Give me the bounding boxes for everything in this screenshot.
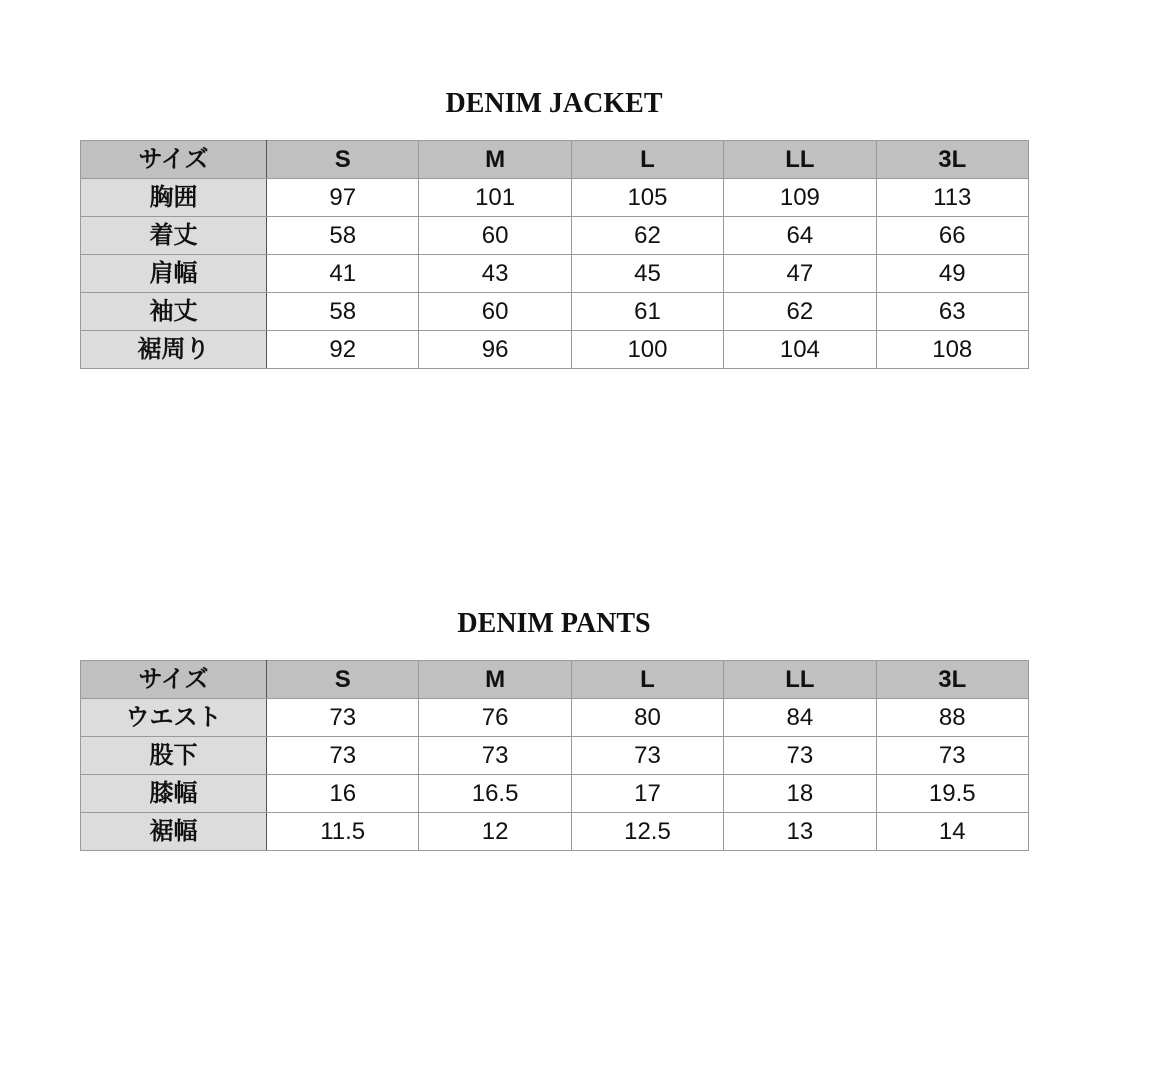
jacket-size-table — [80, 140, 1029, 369]
table-cell: 13 — [724, 813, 876, 851]
size-header-ll: LL — [724, 141, 876, 179]
table-cell: 60 — [419, 293, 571, 331]
table-cell: 76 — [419, 699, 571, 737]
table-cell: 64 — [724, 217, 876, 255]
table-cell: 113 — [876, 179, 1028, 217]
table-row — [81, 775, 1029, 813]
size-header-3l: 3L — [876, 661, 1028, 699]
table-cell: 60 — [419, 217, 571, 255]
row-label: ウエスト — [81, 699, 267, 737]
table-cell: 105 — [571, 179, 723, 217]
size-header-l: L — [571, 141, 723, 179]
table-cell: 58 — [267, 217, 419, 255]
table-cell: 16.5 — [419, 775, 571, 813]
table-row — [81, 255, 1029, 293]
table-cell: 63 — [876, 293, 1028, 331]
table-row — [81, 699, 1029, 737]
table-cell: 101 — [419, 179, 571, 217]
table-cell: 109 — [724, 179, 876, 217]
table-cell: 11.5 — [267, 813, 419, 851]
table-cell: 45 — [571, 255, 723, 293]
table-cell: 43 — [419, 255, 571, 293]
table-cell: 18 — [724, 775, 876, 813]
table-cell: 88 — [876, 699, 1028, 737]
table-cell: 73 — [267, 737, 419, 775]
table-cell: 14 — [876, 813, 1028, 851]
table-cell: 84 — [724, 699, 876, 737]
table-row — [81, 179, 1029, 217]
table-header-row — [81, 661, 1029, 699]
size-header-m: M — [419, 661, 571, 699]
table-cell: 97 — [267, 179, 419, 217]
table-cell: 92 — [267, 331, 419, 369]
size-header-s: S — [267, 141, 419, 179]
table-cell: 41 — [267, 255, 419, 293]
table-row — [81, 331, 1029, 369]
row-label: 着丈 — [81, 217, 267, 255]
row-label: 膝幅 — [81, 775, 267, 813]
size-header-label: サイズ — [81, 141, 267, 179]
table-cell: 16 — [267, 775, 419, 813]
table-cell: 12.5 — [571, 813, 723, 851]
table-cell: 62 — [724, 293, 876, 331]
row-label: 裾幅 — [81, 813, 267, 851]
size-header-3l: 3L — [876, 141, 1028, 179]
table-cell: 62 — [571, 217, 723, 255]
table-cell: 73 — [876, 737, 1028, 775]
pants-size-section — [80, 604, 1028, 851]
table-cell: 49 — [876, 255, 1028, 293]
table-cell: 58 — [267, 293, 419, 331]
size-header-l: L — [571, 661, 723, 699]
table-row — [81, 293, 1029, 331]
table-header-row — [81, 141, 1029, 179]
row-label: 胸囲 — [81, 179, 267, 217]
pants-size-table — [80, 660, 1029, 851]
table-cell: 73 — [419, 737, 571, 775]
jacket-title: DENIM JACKET — [445, 88, 663, 119]
table-cell: 66 — [876, 217, 1028, 255]
table-cell: 100 — [571, 331, 723, 369]
row-label: 肩幅 — [81, 255, 267, 293]
table-cell: 73 — [571, 737, 723, 775]
table-cell: 12 — [419, 813, 571, 851]
row-label: 裾周り — [81, 331, 267, 369]
table-cell: 108 — [876, 331, 1028, 369]
table-cell: 61 — [571, 293, 723, 331]
table-cell: 19.5 — [876, 775, 1028, 813]
size-header-s: S — [267, 661, 419, 699]
table-cell: 80 — [571, 699, 723, 737]
size-header-label: サイズ — [81, 661, 267, 699]
table-cell: 96 — [419, 331, 571, 369]
table-cell: 73 — [267, 699, 419, 737]
table-row — [81, 217, 1029, 255]
table-cell: 73 — [724, 737, 876, 775]
table-cell: 104 — [724, 331, 876, 369]
table-cell: 47 — [724, 255, 876, 293]
row-label: 袖丈 — [81, 293, 267, 331]
jacket-size-section — [80, 84, 1028, 369]
size-header-ll: LL — [724, 661, 876, 699]
table-row — [81, 737, 1029, 775]
pants-title: DENIM PANTS — [457, 608, 651, 639]
row-label: 股下 — [81, 737, 267, 775]
table-row — [81, 813, 1029, 851]
size-header-m: M — [419, 141, 571, 179]
table-cell: 17 — [571, 775, 723, 813]
